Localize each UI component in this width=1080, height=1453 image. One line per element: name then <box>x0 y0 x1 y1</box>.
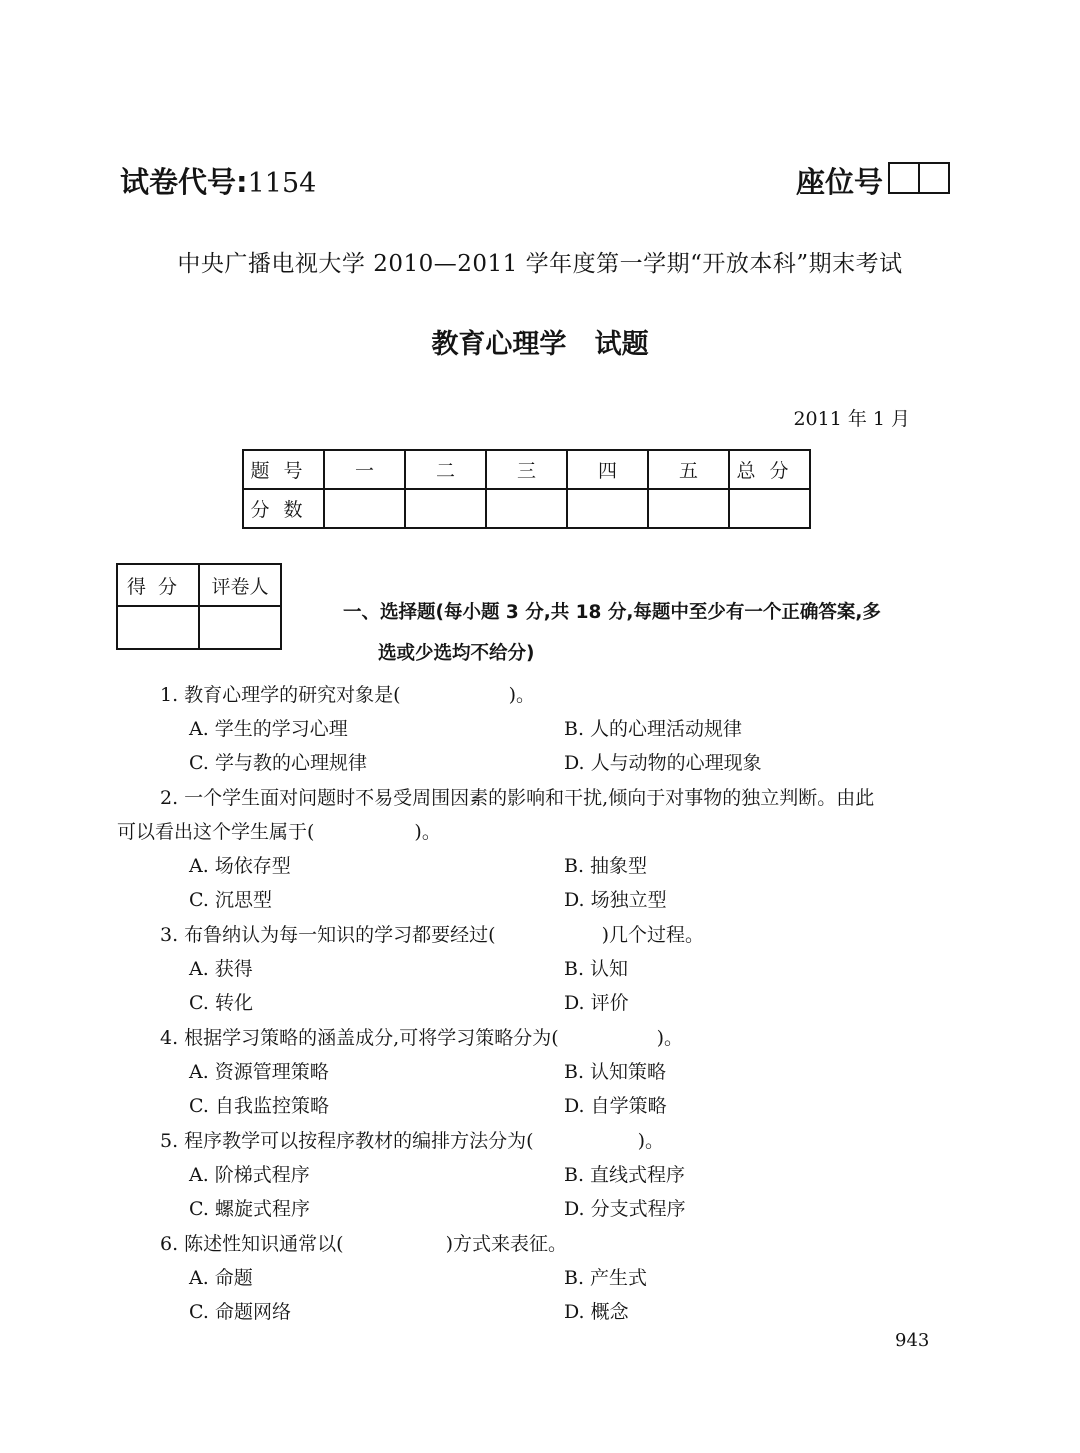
question-stem-continued <box>117 817 441 844</box>
question-stem-text: )。 <box>656 1027 684 1049</box>
exam-date: 2011 年 1 月 <box>793 408 910 430</box>
option-a: A. 场依存型 <box>189 855 291 877</box>
score-table-cell: 题号 <box>243 450 324 489</box>
score-table-cell: 分数 <box>243 489 324 528</box>
seat-number-boxes <box>888 162 950 194</box>
score-table-score-row <box>243 489 810 528</box>
option-b: B. 抽象型 <box>564 855 648 877</box>
question-stem-text: )。 <box>637 1130 665 1152</box>
option-c: C. 沉思型 <box>189 889 272 911</box>
question-stem-text: 5. 程序教学可以按程序教材的编排方法分为( <box>160 1130 534 1152</box>
paper-code <box>120 160 316 201</box>
score-table-cell: 三 <box>486 450 567 489</box>
paper-code-value: 1154 <box>247 168 317 199</box>
question-stem-text: )方式来表征。 <box>445 1233 568 1255</box>
question-stem <box>160 1023 683 1050</box>
option-c: C. 转化 <box>189 992 253 1014</box>
question-stem-text: )。 <box>414 821 441 843</box>
option-c: C. 螺旋式程序 <box>189 1198 310 1220</box>
score-table-cell: 一 <box>324 450 405 489</box>
question-stem: 2. 一个学生面对问题时不易受周围因素的影响和干扰,倾向于对事物的独立判断。由此 <box>160 787 875 809</box>
question-stem-text: 可以看出这个学生属于( <box>117 821 315 843</box>
section-heading-line2: 选或少选均不给分) <box>378 643 535 664</box>
score-table-cell: 总分 <box>729 450 810 489</box>
option-a: A. 学生的学习心理 <box>189 718 348 740</box>
question-stem-text: 4. 根据学习策略的涵盖成分,可将学习策略分为( <box>160 1027 559 1049</box>
score-table-cell: 五 <box>648 450 729 489</box>
score-table <box>242 449 811 529</box>
score-table-cell: 四 <box>567 450 648 489</box>
exam-name: 中央广播电视大学 2010—2011 学年度第一学期“开放本科”期末考试 <box>177 251 903 277</box>
option-b: B. 产生式 <box>564 1267 648 1289</box>
option-c: C. 学与教的心理规律 <box>189 752 367 774</box>
seat-number-box <box>888 162 920 194</box>
option-d: D. 分支式程序 <box>564 1198 686 1220</box>
score-table-cell: 二 <box>405 450 486 489</box>
score-entry-cell <box>567 489 648 528</box>
option-b: B. 认知 <box>564 958 629 980</box>
grader-score-cell <box>117 606 199 649</box>
question-stem <box>160 680 535 707</box>
option-c: C. 自我监控策略 <box>189 1095 329 1117</box>
score-table-header-row <box>243 450 810 489</box>
exam-title: 教育心理学 试题 <box>431 329 649 360</box>
question-stem <box>160 920 704 947</box>
question-stem <box>160 1126 664 1153</box>
paper-code-label: 试卷代号: <box>120 165 248 199</box>
score-entry-cell <box>324 489 405 528</box>
grader-name-label: 评卷人 <box>199 564 281 606</box>
score-entry-cell <box>486 489 567 528</box>
option-a: A. 阶梯式程序 <box>189 1164 310 1186</box>
question-stem-text: 3. 布鲁纳认为每一知识的学习都要经过( <box>160 924 496 946</box>
score-entry-cell <box>729 489 810 528</box>
page-number: 943 <box>895 1330 930 1351</box>
question-stem-text: 6. 陈述性知识通常以( <box>160 1233 344 1255</box>
option-c: C. 命题网络 <box>189 1301 291 1323</box>
option-d: D. 人与动物的心理现象 <box>564 752 762 774</box>
option-b: B. 人的心理活动规律 <box>564 718 743 740</box>
question-stem-text: 1. 教育心理学的研究对象是( <box>160 684 401 706</box>
option-d: D. 场独立型 <box>564 889 667 911</box>
option-a: A. 命题 <box>189 1267 253 1289</box>
option-d: D. 自学策略 <box>564 1095 667 1117</box>
option-d: D. 评价 <box>564 992 629 1014</box>
section-heading <box>343 592 963 674</box>
score-entry-cell <box>405 489 486 528</box>
question-stem-text: )几个过程。 <box>601 924 705 946</box>
grader-box <box>116 563 282 650</box>
option-b: B. 认知策略 <box>564 1061 667 1083</box>
option-b: B. 直线式程序 <box>564 1164 686 1186</box>
question-stem-text: )。 <box>508 684 536 706</box>
seat-number-label: 座位号 <box>796 165 884 199</box>
seat-number-box <box>920 162 950 194</box>
section-heading-line1: 一、选择题(每小题 3 分,共 18 分,每题中至少有一个正确答案,多 <box>343 602 881 623</box>
option-a: A. 获得 <box>189 958 253 980</box>
grader-score-label: 得分 <box>117 564 199 606</box>
option-d: D. 概念 <box>564 1301 629 1323</box>
score-entry-cell <box>648 489 729 528</box>
option-a: A. 资源管理策略 <box>189 1061 329 1083</box>
grader-name-cell <box>199 606 281 649</box>
question-stem <box>160 1229 567 1256</box>
